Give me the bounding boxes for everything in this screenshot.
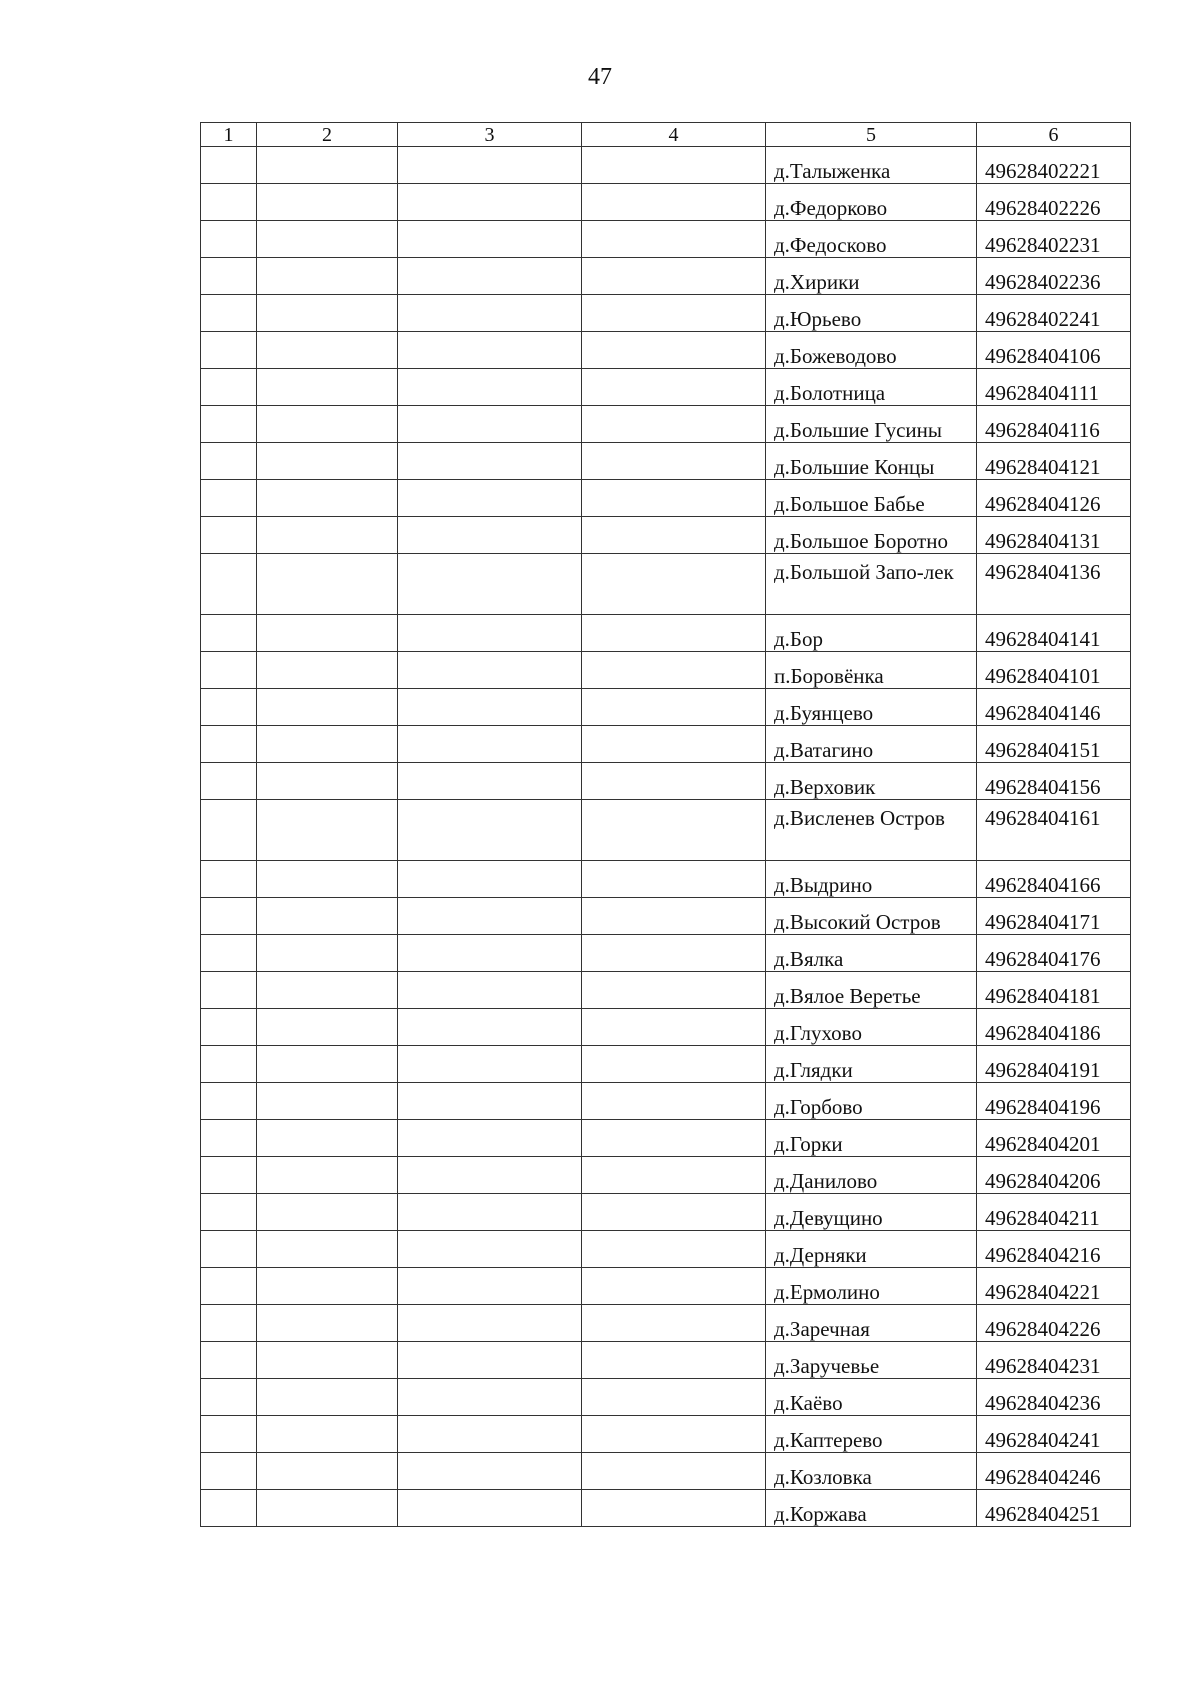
oktmo-code-cell: 49628404101 xyxy=(977,652,1131,689)
oktmo-code-cell: 49628404251 xyxy=(977,1490,1131,1527)
table-row xyxy=(201,332,1131,369)
empty-cell-col2 xyxy=(257,1453,398,1490)
oktmo-code-cell: 49628404166 xyxy=(977,861,1131,898)
header-row xyxy=(201,123,1131,147)
empty-cell-col2 xyxy=(257,1157,398,1194)
empty-cell-col1 xyxy=(201,898,257,935)
settlement-name-cell: д.Федосково xyxy=(766,221,977,258)
table-row xyxy=(201,1157,1131,1194)
empty-cell-col2 xyxy=(257,861,398,898)
empty-cell-col2 xyxy=(257,258,398,295)
column-header-5: 5 xyxy=(766,123,977,147)
oktmo-code-cell: 49628404141 xyxy=(977,615,1131,652)
empty-cell-col1 xyxy=(201,972,257,1009)
empty-cell-col2 xyxy=(257,1120,398,1157)
settlement-name-cell: д.Каптерево xyxy=(766,1416,977,1453)
table-row xyxy=(201,1490,1131,1527)
empty-cell-col3 xyxy=(398,554,582,615)
empty-cell-col3 xyxy=(398,369,582,406)
oktmo-code-cell: 49628404161 xyxy=(977,800,1131,861)
empty-cell-col1 xyxy=(201,1231,257,1268)
empty-cell-col2 xyxy=(257,1231,398,1268)
settlement-name-cell: д.Козловка xyxy=(766,1453,977,1490)
empty-cell-col1 xyxy=(201,406,257,443)
settlement-name-cell: д.Девущино xyxy=(766,1194,977,1231)
table-row xyxy=(201,1046,1131,1083)
empty-cell-col1 xyxy=(201,726,257,763)
empty-cell-col4 xyxy=(582,1231,766,1268)
oktmo-code-cell: 49628404226 xyxy=(977,1305,1131,1342)
empty-cell-col2 xyxy=(257,295,398,332)
empty-cell-col1 xyxy=(201,652,257,689)
settlement-name-cell: д.Талыженка xyxy=(766,147,977,184)
table-row xyxy=(201,406,1131,443)
empty-cell-col3 xyxy=(398,1305,582,1342)
empty-cell-col3 xyxy=(398,1268,582,1305)
table-row xyxy=(201,800,1131,861)
column-header-3: 3 xyxy=(398,123,582,147)
empty-cell-col2 xyxy=(257,369,398,406)
empty-cell-col1 xyxy=(201,184,257,221)
empty-cell-col4 xyxy=(582,258,766,295)
empty-cell-col4 xyxy=(582,615,766,652)
settlement-name-cell: д.Юрьево xyxy=(766,295,977,332)
settlement-name-cell: д.Буянцево xyxy=(766,689,977,726)
empty-cell-col2 xyxy=(257,443,398,480)
table-row xyxy=(201,295,1131,332)
page-number: 47 xyxy=(588,64,612,90)
oktmo-code-cell: 49628404216 xyxy=(977,1231,1131,1268)
table-row xyxy=(201,147,1131,184)
empty-cell-col3 xyxy=(398,1120,582,1157)
oktmo-code-cell: 49628404131 xyxy=(977,517,1131,554)
empty-cell-col1 xyxy=(201,1046,257,1083)
settlement-name-cell: д.Большое Боротно xyxy=(766,517,977,554)
empty-cell-col3 xyxy=(398,861,582,898)
settlement-name-cell: д.Верховик xyxy=(766,763,977,800)
empty-cell-col3 xyxy=(398,689,582,726)
oktmo-code-cell: 49628402226 xyxy=(977,184,1131,221)
empty-cell-col1 xyxy=(201,480,257,517)
table-row xyxy=(201,258,1131,295)
oktmo-code-cell: 49628404231 xyxy=(977,1342,1131,1379)
empty-cell-col2 xyxy=(257,726,398,763)
empty-cell-col1 xyxy=(201,763,257,800)
empty-cell-col4 xyxy=(582,295,766,332)
empty-cell-col4 xyxy=(582,652,766,689)
empty-cell-col3 xyxy=(398,972,582,1009)
settlement-name-cell: д.Вялое Веретье xyxy=(766,972,977,1009)
settlement-name-cell: д.Большие Концы xyxy=(766,443,977,480)
empty-cell-col4 xyxy=(582,972,766,1009)
empty-cell-col2 xyxy=(257,221,398,258)
oktmo-code-cell: 49628402231 xyxy=(977,221,1131,258)
empty-cell-col2 xyxy=(257,1305,398,1342)
empty-cell-col3 xyxy=(398,332,582,369)
empty-cell-col1 xyxy=(201,147,257,184)
empty-cell-col1 xyxy=(201,1268,257,1305)
table-row xyxy=(201,1120,1131,1157)
empty-cell-col1 xyxy=(201,1083,257,1120)
settlement-name-cell: д.Глухово xyxy=(766,1009,977,1046)
empty-cell-col3 xyxy=(398,1231,582,1268)
empty-cell-col4 xyxy=(582,1194,766,1231)
empty-cell-col2 xyxy=(257,554,398,615)
table-row xyxy=(201,369,1131,406)
column-header-1: 1 xyxy=(201,123,257,147)
oktmo-code-cell: 49628402241 xyxy=(977,295,1131,332)
empty-cell-col4 xyxy=(582,1379,766,1416)
empty-cell-col1 xyxy=(201,295,257,332)
table-row xyxy=(201,615,1131,652)
empty-cell-col4 xyxy=(582,554,766,615)
empty-cell-col1 xyxy=(201,1305,257,1342)
settlements-table xyxy=(200,122,1131,1527)
empty-cell-col3 xyxy=(398,480,582,517)
empty-cell-col4 xyxy=(582,1416,766,1453)
settlement-name-cell: д.Хирики xyxy=(766,258,977,295)
settlement-name-cell: д.Заручевье xyxy=(766,1342,977,1379)
table-row xyxy=(201,972,1131,1009)
table-row xyxy=(201,652,1131,689)
empty-cell-col4 xyxy=(582,147,766,184)
empty-cell-col4 xyxy=(582,369,766,406)
oktmo-code-cell: 49628404246 xyxy=(977,1453,1131,1490)
column-header-4: 4 xyxy=(582,123,766,147)
empty-cell-col4 xyxy=(582,689,766,726)
settlement-name-cell: д.Большие Гусины xyxy=(766,406,977,443)
empty-cell-col3 xyxy=(398,800,582,861)
empty-cell-col4 xyxy=(582,935,766,972)
empty-cell-col2 xyxy=(257,480,398,517)
oktmo-code-cell: 49628404111 xyxy=(977,369,1131,406)
settlement-name-cell: д.Каёво xyxy=(766,1379,977,1416)
settlement-name-cell: д.Горки xyxy=(766,1120,977,1157)
empty-cell-col3 xyxy=(398,1416,582,1453)
empty-cell-col1 xyxy=(201,1416,257,1453)
empty-cell-col4 xyxy=(582,221,766,258)
settlement-name-cell: д.Дерняки xyxy=(766,1231,977,1268)
settlement-name-cell: д.Ватагино xyxy=(766,726,977,763)
empty-cell-col1 xyxy=(201,554,257,615)
empty-cell-col4 xyxy=(582,861,766,898)
empty-cell-col1 xyxy=(201,1342,257,1379)
empty-cell-col1 xyxy=(201,689,257,726)
table-row xyxy=(201,554,1131,615)
empty-cell-col3 xyxy=(398,1157,582,1194)
empty-cell-col3 xyxy=(398,935,582,972)
table-row xyxy=(201,935,1131,972)
empty-cell-col2 xyxy=(257,763,398,800)
empty-cell-col4 xyxy=(582,443,766,480)
empty-cell-col3 xyxy=(398,517,582,554)
settlement-name-cell: д.Заречная xyxy=(766,1305,977,1342)
empty-cell-col4 xyxy=(582,1046,766,1083)
empty-cell-col2 xyxy=(257,615,398,652)
settlement-name-cell: д.Горбово xyxy=(766,1083,977,1120)
empty-cell-col4 xyxy=(582,406,766,443)
empty-cell-col1 xyxy=(201,369,257,406)
table-row xyxy=(201,1453,1131,1490)
empty-cell-col1 xyxy=(201,1490,257,1527)
table-row xyxy=(201,480,1131,517)
table-row xyxy=(201,1342,1131,1379)
empty-cell-col1 xyxy=(201,443,257,480)
empty-cell-col2 xyxy=(257,517,398,554)
empty-cell-col1 xyxy=(201,332,257,369)
empty-cell-col4 xyxy=(582,184,766,221)
empty-cell-col2 xyxy=(257,332,398,369)
oktmo-code-cell: 49628404146 xyxy=(977,689,1131,726)
empty-cell-col4 xyxy=(582,1009,766,1046)
table-row xyxy=(201,898,1131,935)
empty-cell-col2 xyxy=(257,972,398,1009)
empty-cell-col4 xyxy=(582,726,766,763)
oktmo-code-cell: 49628404126 xyxy=(977,480,1131,517)
empty-cell-col4 xyxy=(582,763,766,800)
table-row xyxy=(201,1194,1131,1231)
settlement-name-cell: д.Бор xyxy=(766,615,977,652)
empty-cell-col4 xyxy=(582,1305,766,1342)
oktmo-code-cell: 49628404221 xyxy=(977,1268,1131,1305)
empty-cell-col1 xyxy=(201,517,257,554)
table-row xyxy=(201,1268,1131,1305)
settlement-name-cell: д.Вялка xyxy=(766,935,977,972)
settlement-name-cell: п.Боровёнка xyxy=(766,652,977,689)
table-row xyxy=(201,443,1131,480)
empty-cell-col2 xyxy=(257,1490,398,1527)
empty-cell-col2 xyxy=(257,1194,398,1231)
table-row xyxy=(201,763,1131,800)
empty-cell-col1 xyxy=(201,935,257,972)
empty-cell-col2 xyxy=(257,147,398,184)
empty-cell-col4 xyxy=(582,898,766,935)
table-row xyxy=(201,726,1131,763)
empty-cell-col3 xyxy=(398,763,582,800)
empty-cell-col3 xyxy=(398,258,582,295)
settlement-name-cell: д.Выдрино xyxy=(766,861,977,898)
oktmo-code-cell: 49628404121 xyxy=(977,443,1131,480)
table-row xyxy=(201,689,1131,726)
oktmo-code-cell: 49628404186 xyxy=(977,1009,1131,1046)
empty-cell-col1 xyxy=(201,1453,257,1490)
empty-cell-col2 xyxy=(257,800,398,861)
empty-cell-col2 xyxy=(257,1268,398,1305)
empty-cell-col3 xyxy=(398,1009,582,1046)
oktmo-code-cell: 49628404136 xyxy=(977,554,1131,615)
oktmo-code-cell: 49628404156 xyxy=(977,763,1131,800)
settlement-name-cell: д.Федорково xyxy=(766,184,977,221)
oktmo-code-cell: 49628404196 xyxy=(977,1083,1131,1120)
empty-cell-col1 xyxy=(201,1194,257,1231)
empty-cell-col3 xyxy=(398,1342,582,1379)
table-row xyxy=(201,1305,1131,1342)
empty-cell-col3 xyxy=(398,898,582,935)
empty-cell-col2 xyxy=(257,1009,398,1046)
settlement-name-cell: д.Высокий Остров xyxy=(766,898,977,935)
empty-cell-col4 xyxy=(582,517,766,554)
oktmo-code-cell: 49628404211 xyxy=(977,1194,1131,1231)
empty-cell-col3 xyxy=(398,1046,582,1083)
empty-cell-col3 xyxy=(398,221,582,258)
empty-cell-col4 xyxy=(582,1453,766,1490)
empty-cell-col3 xyxy=(398,443,582,480)
empty-cell-col1 xyxy=(201,1379,257,1416)
empty-cell-col3 xyxy=(398,1490,582,1527)
oktmo-code-cell: 49628404201 xyxy=(977,1120,1131,1157)
settlement-name-cell: д.Висленев Остров xyxy=(766,800,977,861)
empty-cell-col3 xyxy=(398,406,582,443)
settlement-name-cell: д.Болотница xyxy=(766,369,977,406)
settlement-name-cell: д.Коржава xyxy=(766,1490,977,1527)
table-row xyxy=(201,517,1131,554)
column-header-6: 6 xyxy=(977,123,1131,147)
settlement-name-cell: д.Большой Запо-лек xyxy=(766,554,977,615)
empty-cell-col1 xyxy=(201,1157,257,1194)
oktmo-code-cell: 49628404191 xyxy=(977,1046,1131,1083)
empty-cell-col2 xyxy=(257,1379,398,1416)
oktmo-code-cell: 49628404176 xyxy=(977,935,1131,972)
oktmo-code-cell: 49628404181 xyxy=(977,972,1131,1009)
empty-cell-col4 xyxy=(582,332,766,369)
empty-cell-col4 xyxy=(582,1157,766,1194)
table-row xyxy=(201,184,1131,221)
empty-cell-col3 xyxy=(398,1194,582,1231)
empty-cell-col1 xyxy=(201,258,257,295)
empty-cell-col4 xyxy=(582,800,766,861)
empty-cell-col4 xyxy=(582,1342,766,1379)
table-row xyxy=(201,1009,1131,1046)
empty-cell-col2 xyxy=(257,1083,398,1120)
empty-cell-col4 xyxy=(582,1268,766,1305)
empty-cell-col3 xyxy=(398,147,582,184)
empty-cell-col1 xyxy=(201,1009,257,1046)
empty-cell-col2 xyxy=(257,406,398,443)
table-row xyxy=(201,221,1131,258)
empty-cell-col2 xyxy=(257,1416,398,1453)
settlement-name-cell: д.Глядки xyxy=(766,1046,977,1083)
settlement-name-cell: д.Большое Бабье xyxy=(766,480,977,517)
empty-cell-col1 xyxy=(201,615,257,652)
oktmo-code-cell: 49628404151 xyxy=(977,726,1131,763)
table-row xyxy=(201,1083,1131,1120)
oktmo-code-cell: 49628404171 xyxy=(977,898,1131,935)
settlement-name-cell: д.Божеводово xyxy=(766,332,977,369)
empty-cell-col2 xyxy=(257,935,398,972)
oktmo-code-cell: 49628402236 xyxy=(977,258,1131,295)
empty-cell-col3 xyxy=(398,1379,582,1416)
table-row xyxy=(201,1416,1131,1453)
empty-cell-col2 xyxy=(257,1342,398,1379)
empty-cell-col2 xyxy=(257,652,398,689)
settlement-name-cell: д.Данилово xyxy=(766,1157,977,1194)
oktmo-code-cell: 49628404106 xyxy=(977,332,1131,369)
column-header-2: 2 xyxy=(257,123,398,147)
oktmo-code-cell: 49628404206 xyxy=(977,1157,1131,1194)
empty-cell-col4 xyxy=(582,1120,766,1157)
oktmo-code-cell: 49628402221 xyxy=(977,147,1131,184)
empty-cell-col1 xyxy=(201,221,257,258)
empty-cell-col4 xyxy=(582,1490,766,1527)
empty-cell-col3 xyxy=(398,295,582,332)
empty-cell-col1 xyxy=(201,1120,257,1157)
table-body xyxy=(201,123,1131,1527)
oktmo-code-cell: 49628404116 xyxy=(977,406,1131,443)
empty-cell-col3 xyxy=(398,1453,582,1490)
empty-cell-col2 xyxy=(257,898,398,935)
empty-cell-col3 xyxy=(398,1083,582,1120)
table-row xyxy=(201,861,1131,898)
empty-cell-col3 xyxy=(398,615,582,652)
table-row xyxy=(201,1379,1131,1416)
empty-cell-col2 xyxy=(257,184,398,221)
empty-cell-col4 xyxy=(582,480,766,517)
empty-cell-col3 xyxy=(398,726,582,763)
empty-cell-col1 xyxy=(201,861,257,898)
empty-cell-col3 xyxy=(398,652,582,689)
empty-cell-col4 xyxy=(582,1083,766,1120)
oktmo-code-cell: 49628404236 xyxy=(977,1379,1131,1416)
empty-cell-col2 xyxy=(257,1046,398,1083)
empty-cell-col3 xyxy=(398,184,582,221)
settlement-name-cell: д.Ермолино xyxy=(766,1268,977,1305)
empty-cell-col2 xyxy=(257,689,398,726)
empty-cell-col1 xyxy=(201,800,257,861)
table-row xyxy=(201,1231,1131,1268)
oktmo-code-cell: 49628404241 xyxy=(977,1416,1131,1453)
